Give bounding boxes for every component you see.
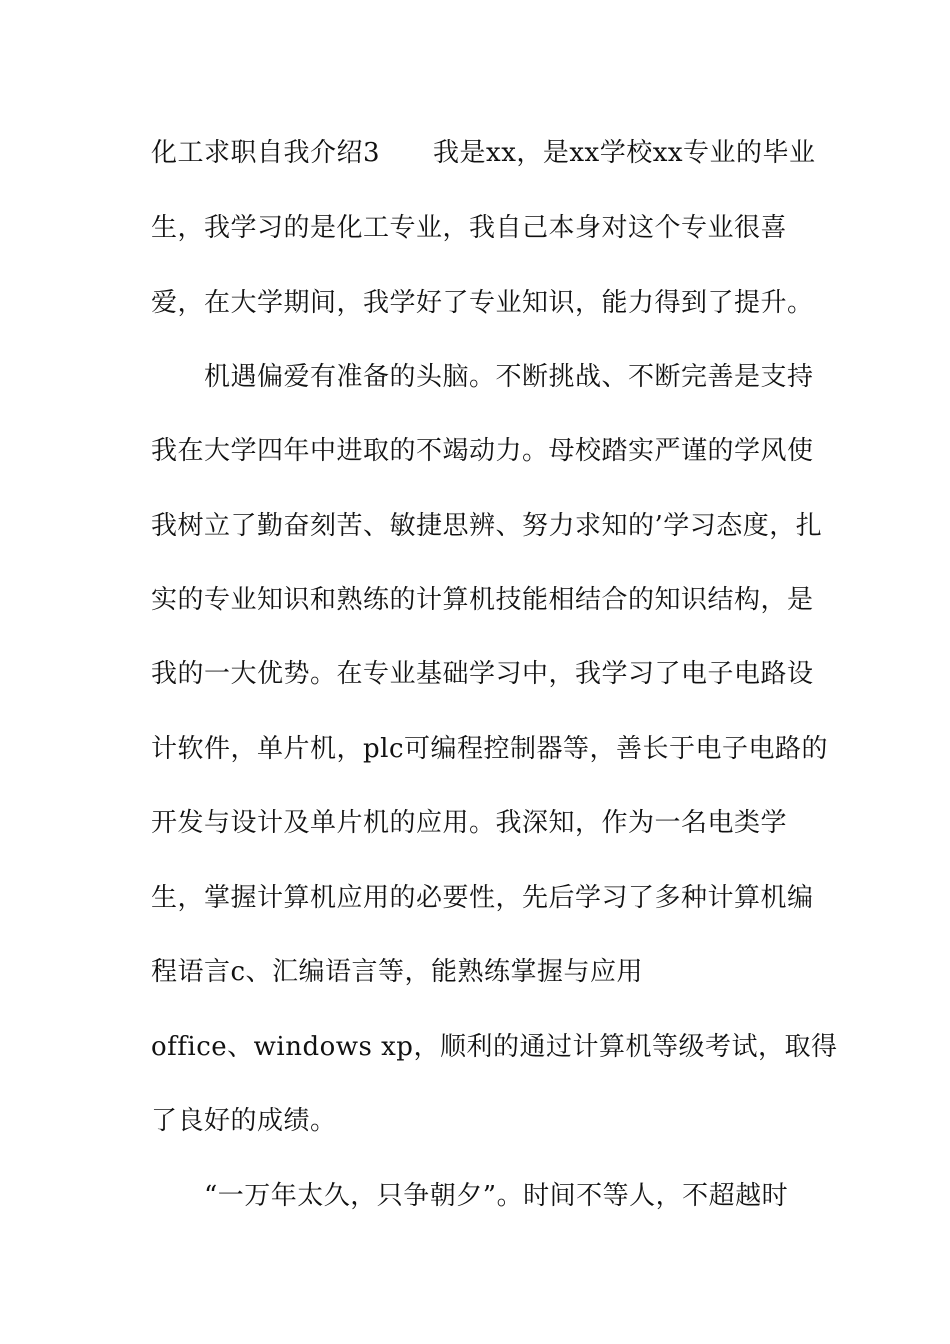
text-line: 化工求职自我介绍3 我是xx，是xx学校xx专业的毕业 — [151, 138, 816, 168]
text-line: 实的专业知识和熟练的计算机技能相结合的知识结构，是 — [151, 585, 814, 615]
text-line: office、windows xp，顺利的通过计算机等级考试，取得 — [151, 1032, 838, 1062]
text-line: 了良好的成绩。 — [151, 1106, 337, 1136]
text-line: 我在大学四年中进取的不竭动力。母校踏实严谨的学风使 — [151, 436, 814, 466]
text-line: 机遇偏爱有准备的头脑。不断挑战、不断完善是支持 — [151, 362, 814, 392]
text-line: 爱，在大学期间，我学好了专业知识，能力得到了提升。 — [151, 288, 814, 318]
text-line: 程语言c、汇编语言等，能熟练掌握与应用 — [151, 957, 644, 987]
text-line: “一万年太久，只争朝夕”。时间不等人，不超越时 — [151, 1181, 789, 1211]
text-line: 我的一大优势。在专业基础学习中，我学习了电子电路设 — [151, 659, 814, 689]
text-line: 我树立了勤奋刻苦、敏捷思辨、努力求知的’学习态度，扎 — [151, 511, 823, 541]
text-line: 生，我学习的是化工专业，我自己本身对这个专业很喜 — [151, 213, 788, 243]
text-line: 生，掌握计算机应用的必要性，先后学习了多种计算机编 — [151, 883, 814, 913]
text-line: 计软件，单片机，plc可编程控制器等，善长于电子电路的 — [151, 734, 829, 764]
text-line: 开发与设计及单片机的应用。我深知，作为一名电类学 — [151, 808, 788, 838]
